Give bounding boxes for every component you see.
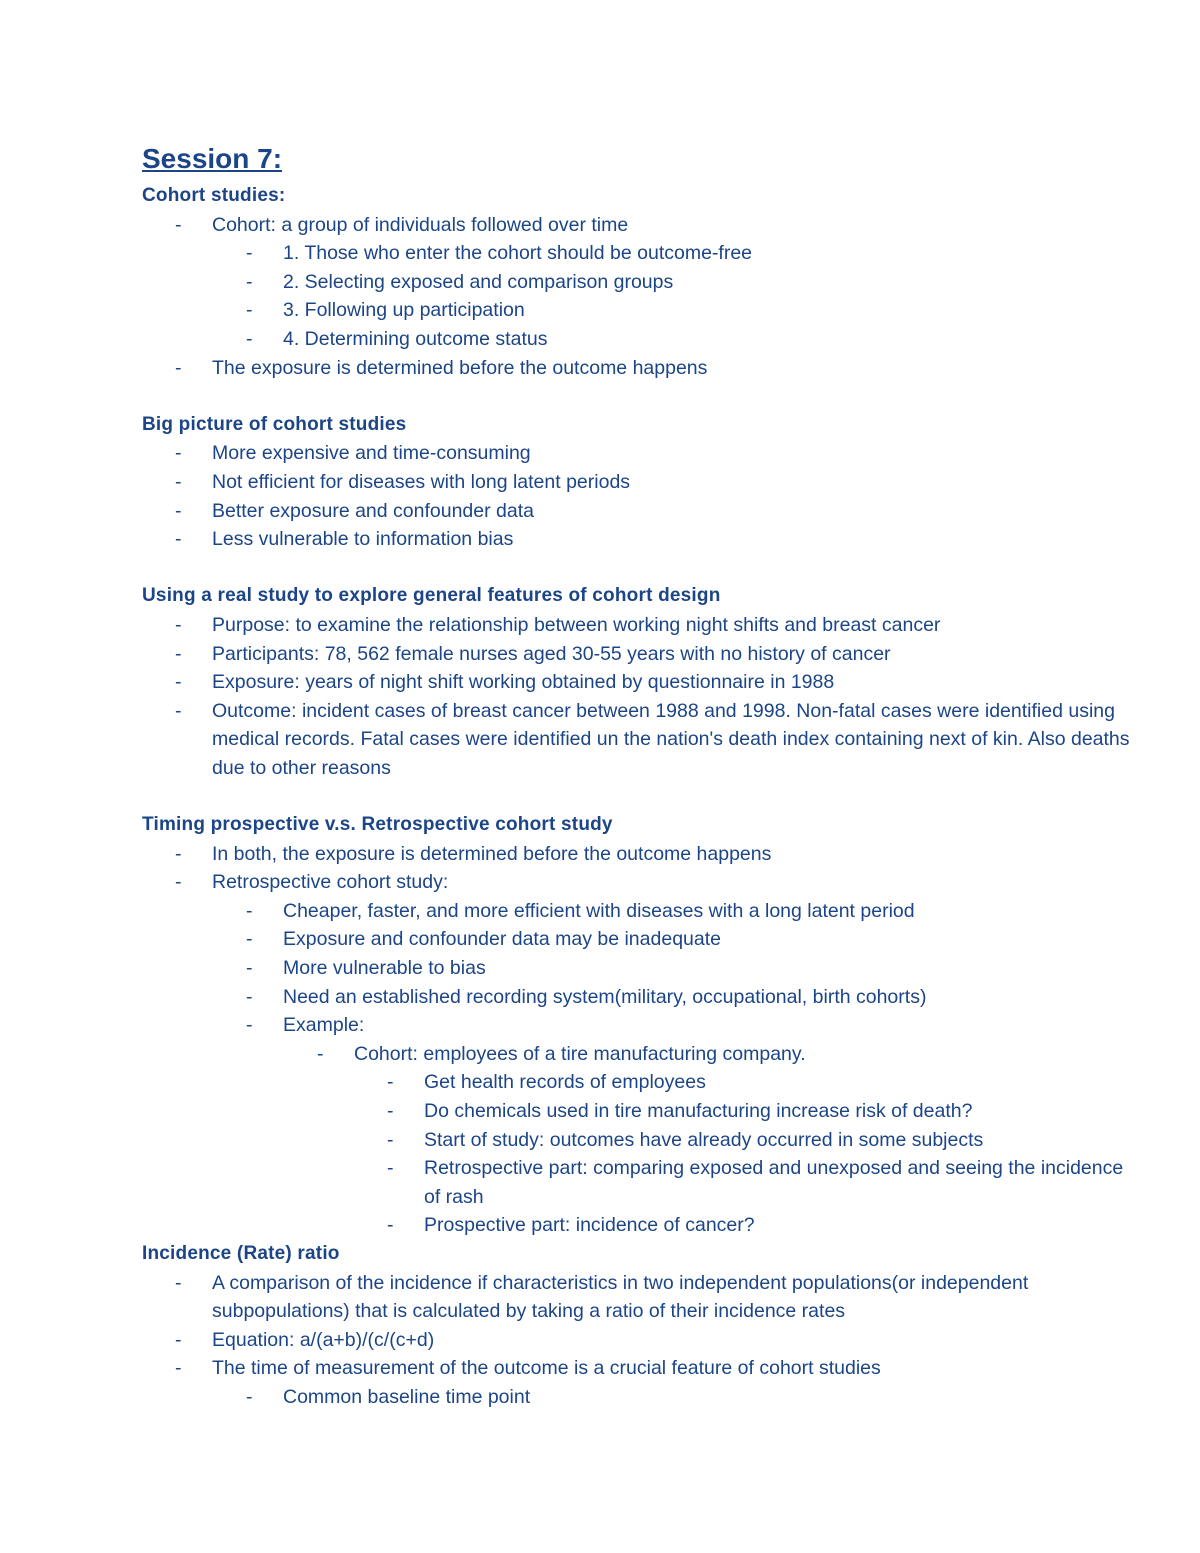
- list-item: - 3. Following up participation: [142, 296, 1142, 325]
- list-item: - Not efficient for diseases with long latent periods: [142, 468, 1142, 497]
- list-item: - Purpose: to examine the relationship between working night shifts and breast cancer: [142, 611, 1142, 640]
- bullet-dash: -: [387, 1071, 394, 1094]
- incidence-list: [142, 1269, 1142, 1412]
- bullet-dash: -: [175, 470, 182, 493]
- bullet-dash: -: [175, 442, 182, 465]
- bullet-dash: -: [175, 613, 182, 636]
- section-heading-big-picture: Big picture of cohort studies: [142, 413, 407, 435]
- big-picture-list: [142, 439, 1142, 553]
- section-heading-cohort-studies: Cohort studies:: [142, 185, 286, 206]
- list-item: - More vulnerable to bias: [142, 954, 1142, 983]
- timing-list: [142, 840, 1142, 1240]
- document-content: [142, 140, 1142, 1412]
- list-item: - Cohort: a group of individuals followed over time: [142, 211, 1142, 240]
- bullet-dash: -: [175, 1271, 182, 1294]
- bullet-dash: -: [175, 1357, 182, 1380]
- bullet-dash: -: [246, 327, 253, 350]
- list-item: - Participants: 78, 562 female nurses aged 30-55 years with no history of cancer: [142, 640, 1142, 669]
- list-item: - Need an established recording system(military, occupational, birth cohorts): [142, 983, 1142, 1012]
- list-item: - Better exposure and confounder data: [142, 497, 1142, 526]
- bullet-dash: -: [246, 299, 253, 322]
- bullet-dash: -: [175, 1328, 182, 1351]
- list-item: - Less vulnerable to information bias: [142, 525, 1142, 554]
- bullet-dash: -: [246, 899, 253, 922]
- section-heading-real-study: Using a real study to explore general features of cohort design: [142, 585, 721, 607]
- list-item: - In both, the exposure is determined before the outcome happens: [142, 840, 1142, 869]
- bullet-dash: -: [387, 1100, 394, 1122]
- bullet-dash: -: [246, 1385, 253, 1408]
- list-item: - The exposure is determined before the outcome happens: [142, 354, 1142, 383]
- list-item: - Exposure and confounder data may be inadequate: [142, 925, 1142, 954]
- list-item: - Do chemicals used in tire manufacturing increase risk of death?: [142, 1097, 1142, 1126]
- spacer: [142, 382, 1142, 411]
- bullet-dash: -: [175, 671, 182, 694]
- bullet-dash: -: [387, 1214, 394, 1237]
- bullet-dash: -: [175, 842, 182, 865]
- bullet-dash: -: [175, 213, 182, 236]
- bullet-dash: -: [317, 1042, 324, 1065]
- list-item: - Example:: [142, 1011, 1142, 1040]
- list-item: - Cheaper, faster, and more efficient with diseases with a long latent period: [142, 897, 1142, 926]
- bullet-dash: -: [175, 499, 182, 522]
- list-item: - 2. Selecting exposed and comparison groups: [142, 268, 1142, 297]
- bullet-dash: -: [387, 1128, 394, 1151]
- list-item: - The time of measurement of the outcome is a crucial feature of cohort studies: [142, 1354, 1142, 1383]
- list-item: - More expensive and time-consuming: [142, 439, 1142, 468]
- bullet-dash: -: [246, 928, 253, 951]
- list-item: - Retrospective cohort study:: [142, 868, 1142, 897]
- spacer: [142, 782, 1142, 811]
- bullet-dash: -: [246, 1014, 253, 1037]
- list-item: - 1. Those who enter the cohort should be outcome-free: [142, 239, 1142, 268]
- list-item: - Get health records of employees: [142, 1068, 1142, 1097]
- section-heading-incidence-ratio: Incidence (Rate) ratio: [142, 1242, 340, 1264]
- bullet-dash: -: [175, 642, 182, 665]
- bullet-dash: -: [175, 699, 182, 722]
- list-item: - Cohort: employees of a tire manufacturing company.: [142, 1040, 1142, 1069]
- list-item: - 4. Determining outcome status: [142, 325, 1142, 354]
- bullet-dash: -: [175, 871, 182, 894]
- cohort-studies-list: [142, 211, 1142, 383]
- list-item: - Retrospective part: comparing exposed and unexposed and seeing the incidence of rash: [142, 1154, 1142, 1211]
- list-item: - Start of study: outcomes have already occurred in some subjects: [142, 1126, 1142, 1155]
- list-item: - Outcome: incident cases of breast cancer between 1988 and 1998. Non-fatal cases were identified using medical records. Fatal cases were identified un the nation's death index containing next of kin. Also deaths due to other reasons: [142, 697, 1142, 783]
- bullet-dash: -: [387, 1157, 394, 1180]
- bullet-dash: -: [175, 356, 182, 379]
- bullet-dash: -: [246, 270, 253, 293]
- list-item: - Equation: a/(a+b)/(c/(c+d): [142, 1326, 1142, 1355]
- bullet-dash: -: [175, 528, 182, 551]
- list-item: - A comparison of the incidence if characteristics in two independent populations(or independent subpopulations) that is calculated by taking a ratio of their incidence rates: [142, 1269, 1142, 1326]
- list-item: - Exposure: years of night shift working obtained by questionnaire in 1988: [142, 668, 1142, 697]
- spacer: [142, 554, 1142, 583]
- page-title: Session 7:: [142, 143, 283, 174]
- bullet-dash: -: [246, 985, 253, 1008]
- section-heading-timing: Timing prospective v.s. Retrospective cohort study: [142, 814, 613, 836]
- list-item: - Common baseline time point: [142, 1383, 1142, 1412]
- real-study-list: [142, 611, 1142, 783]
- list-item: - Prospective part: incidence of cancer?: [142, 1211, 1142, 1240]
- bullet-dash: -: [246, 242, 253, 265]
- bullet-dash: -: [246, 957, 253, 980]
